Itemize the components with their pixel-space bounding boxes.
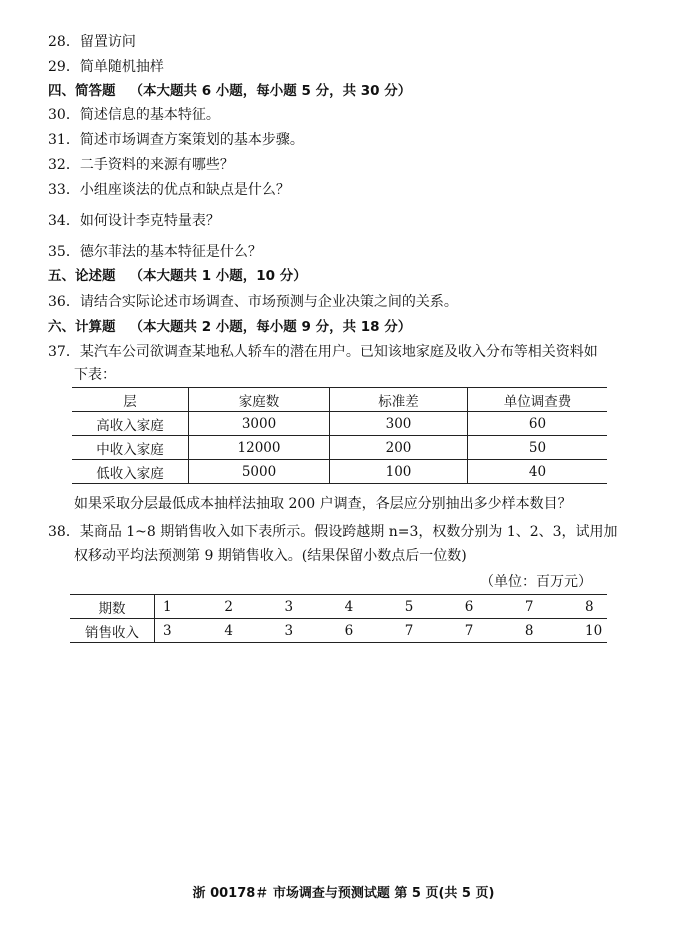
- question-31: 31．简述市场调查方案策划的基本步骤。: [48, 132, 304, 148]
- question-30: 30．简述信息的基本特征。: [48, 107, 220, 123]
- table-cell: 60: [468, 412, 608, 436]
- question-29: 29．简单随机抽样: [48, 59, 164, 75]
- question-34: 34．如何设计李克特量表？: [48, 213, 220, 229]
- table-cell: 40: [468, 460, 608, 484]
- table-cell: 3: [277, 619, 337, 643]
- table-cell: 300: [330, 412, 468, 436]
- table-cell: 8: [577, 595, 607, 619]
- question-32: 32．二手资料的来源有哪些？: [48, 157, 234, 173]
- table-header-row: [72, 388, 607, 412]
- table-cell: 高收入家庭: [72, 412, 189, 436]
- table-cell: 8: [517, 619, 577, 643]
- page-footer: 浙 00178＃ 市场调查与预测试题 第 5 页(共 5 页): [192, 886, 495, 901]
- table-row: [70, 619, 607, 643]
- table-cell: 10: [577, 619, 607, 643]
- household-income-table: [72, 387, 607, 484]
- question-35: 35．德尔菲法的基本特征是什么？: [48, 244, 262, 260]
- table-cell: 7: [517, 595, 577, 619]
- question-37-followup: 如果采取分层最低成本抽样法抽取 200 户调查，各层应分别抽出多少样本数目？: [74, 496, 572, 512]
- table-row: [72, 436, 607, 460]
- table-row-label: 期数: [70, 595, 155, 619]
- section-4-heading: [48, 82, 411, 100]
- sales-revenue-table: [70, 594, 607, 643]
- table-header-cell: 标准差: [330, 388, 468, 412]
- question-38-line-1: 38．某商品 1~8 期销售收入如下表所示。假设跨越期 n=3，权数分别为 1、2、3，试用加: [48, 524, 618, 540]
- question-37-line-2: 下表：: [74, 367, 116, 383]
- section-4-note: （本大题共 6 小题，每小题 5 分，共 30 分）: [129, 83, 412, 99]
- table-cell: 4: [337, 595, 397, 619]
- table-cell: 3: [277, 595, 337, 619]
- table-row-label: 销售收入: [70, 619, 155, 643]
- question-33: 33．小组座谈法的优点和缺点是什么？: [48, 182, 290, 198]
- table-cell: 7: [397, 619, 457, 643]
- section-6-note: （本大题共 2 小题，每小题 9 分，共 18 分）: [129, 319, 412, 335]
- section-5-heading: [48, 267, 307, 285]
- question-38-line-2: 权移动平均法预测第 9 期销售收入。(结果保留小数点后一位数): [74, 548, 467, 564]
- table-cell: 5: [397, 595, 457, 619]
- table-cell: 4: [216, 619, 276, 643]
- table-header-cell: 层: [72, 388, 189, 412]
- table-cell: 3000: [189, 412, 330, 436]
- table-cell: 6: [337, 619, 397, 643]
- table-cell: 3: [155, 619, 217, 643]
- unit-note: （单位：百万元）: [480, 574, 592, 590]
- table-cell: 5000: [189, 460, 330, 484]
- table-cell: 50: [468, 436, 608, 460]
- table-row: [72, 460, 607, 484]
- question-36: 36．请结合实际论述市场调查、市场预测与企业决策之间的关系。: [48, 294, 458, 310]
- section-4-title: 四、简答题: [48, 83, 116, 99]
- table-cell: 6: [457, 595, 517, 619]
- table-row: [70, 595, 607, 619]
- section-6-heading: [48, 318, 411, 336]
- table-header-cell: 单位调查费: [468, 388, 608, 412]
- table-cell: 中收入家庭: [72, 436, 189, 460]
- table-cell: 200: [330, 436, 468, 460]
- section-5-title: 五、论述题: [48, 268, 116, 284]
- section-5-note: （本大题共 1 小题，10 分）: [129, 268, 307, 284]
- table-cell: 2: [216, 595, 276, 619]
- table-row: [72, 412, 607, 436]
- table-cell: 12000: [189, 436, 330, 460]
- question-37-line-1: 37．某汽车公司欲调查某地私人轿车的潜在用户。已知该地家庭及收入分布等相关资料如: [48, 344, 598, 360]
- table-cell: 100: [330, 460, 468, 484]
- question-28: 28．留置访问: [48, 34, 136, 50]
- table-cell: 1: [155, 595, 217, 619]
- section-6-title: 六、计算题: [48, 319, 116, 335]
- table-cell: 7: [457, 619, 517, 643]
- table-header-cell: 家庭数: [189, 388, 330, 412]
- table-cell: 低收入家庭: [72, 460, 189, 484]
